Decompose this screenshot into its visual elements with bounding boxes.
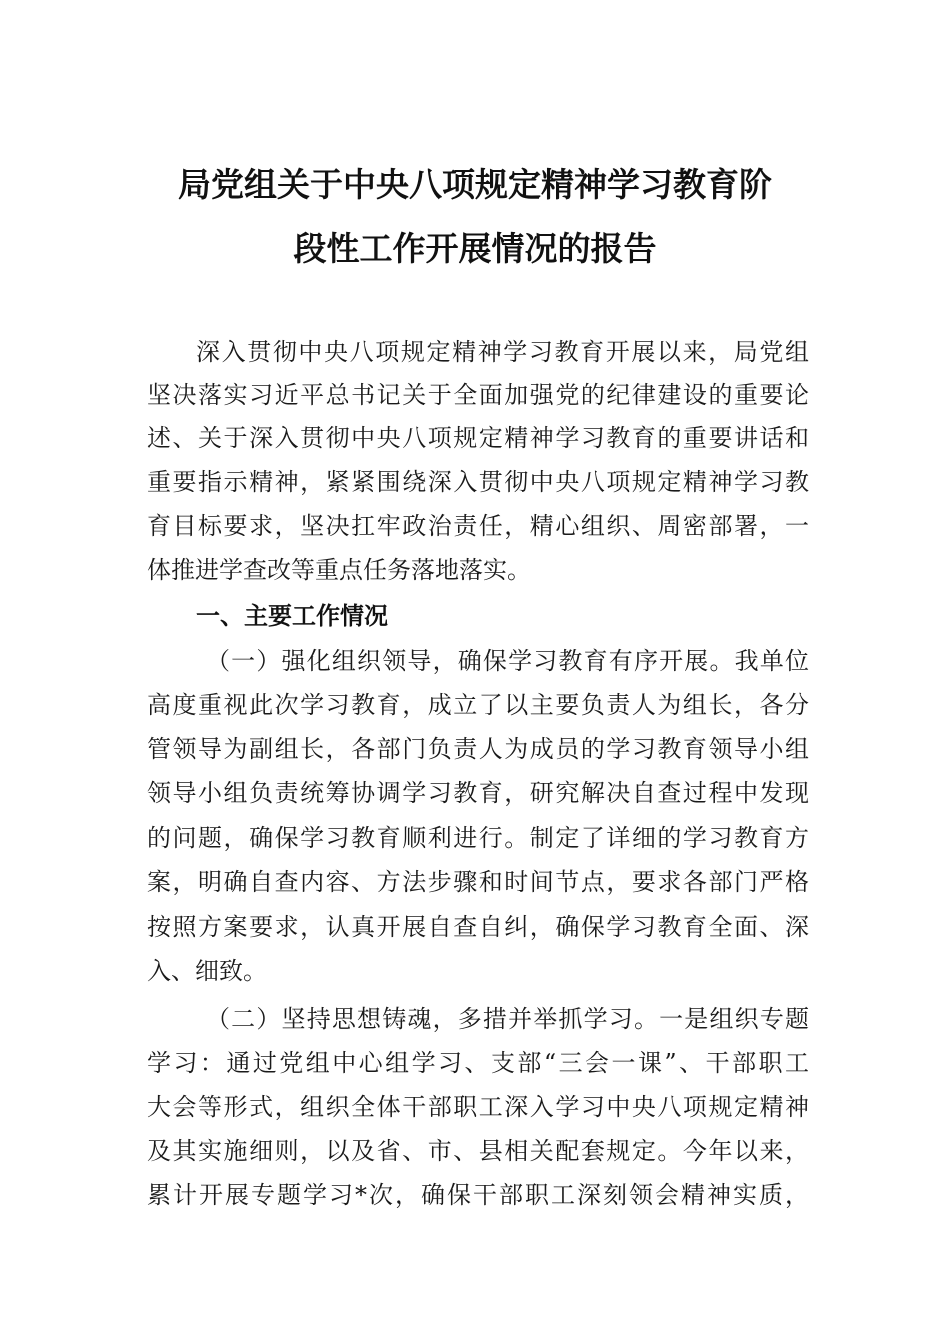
- section-1-heading: 一、主要工作情况: [196, 602, 388, 630]
- paragraph-3-line-4: 及其实施细则，以及省、市、县相关配套规定。今年以来，: [147, 1137, 809, 1165]
- paragraph-3-line-2: 学习：通过党组中心组学习、支部“三会一课”、干部职工: [147, 1049, 809, 1077]
- paragraph-1-line-3: 述、关于深入贯彻中央八项规定精神学习教育的重要讲话和: [147, 424, 809, 452]
- paragraph-2-line-6: 案，明确自查内容、方法步骤和时间节点，要求各部门严格: [147, 868, 809, 896]
- paragraph-1-line-6: 体推进学查改等重点任务落地落实。: [147, 556, 531, 584]
- paragraph-2-line-1: （一）强化组织领导，确保学习教育有序开展。我单位: [206, 647, 809, 675]
- paragraph-2-line-4: 领导小组负责统筹协调学习教育，研究解决自查过程中发现: [147, 779, 809, 807]
- paragraph-1-line-4: 重要指示精神，紧紧围绕深入贯彻中央八项规定精神学习教: [147, 468, 809, 496]
- paragraph-1-line-1: 深入贯彻中央八项规定精神学习教育开展以来，局党组: [196, 338, 809, 366]
- paragraph-2-line-3: 管领导为副组长，各部门负责人为成员的学习教育领导小组: [147, 735, 809, 763]
- paragraph-2-line-5: 的问题，确保学习教育顺利进行。制定了详细的学习教育方: [147, 824, 809, 852]
- paragraph-3-line-3: 大会等形式，组织全体干部职工深入学习中央八项规定精神: [147, 1093, 809, 1121]
- document-title-line-2: 段性工作开展情况的报告: [293, 229, 657, 268]
- paragraph-1-line-5: 育目标要求，坚决扛牢政治责任，精心组织、周密部署，一: [147, 512, 809, 540]
- paragraph-3-line-1: （二）坚持思想铸魂，多措并举抓学习。一是组织专题: [206, 1005, 809, 1033]
- document-title-line-1: 局党组关于中央八项规定精神学习教育阶: [178, 165, 772, 204]
- paragraph-2-line-2: 高度重视此次学习教育，成立了以主要负责人为组长，各分: [147, 691, 809, 719]
- paragraph-3-line-5: 累计开展专题学习*次，确保干部职工深刻领会精神实质，: [147, 1181, 809, 1209]
- paragraph-2-line-8: 入、细致。: [147, 957, 267, 985]
- paragraph-2-line-7: 按照方案要求，认真开展自查自纠，确保学习教育全面、深: [147, 913, 809, 941]
- paragraph-1-line-2: 坚决落实习近平总书记关于全面加强党的纪律建设的重要论: [147, 381, 809, 409]
